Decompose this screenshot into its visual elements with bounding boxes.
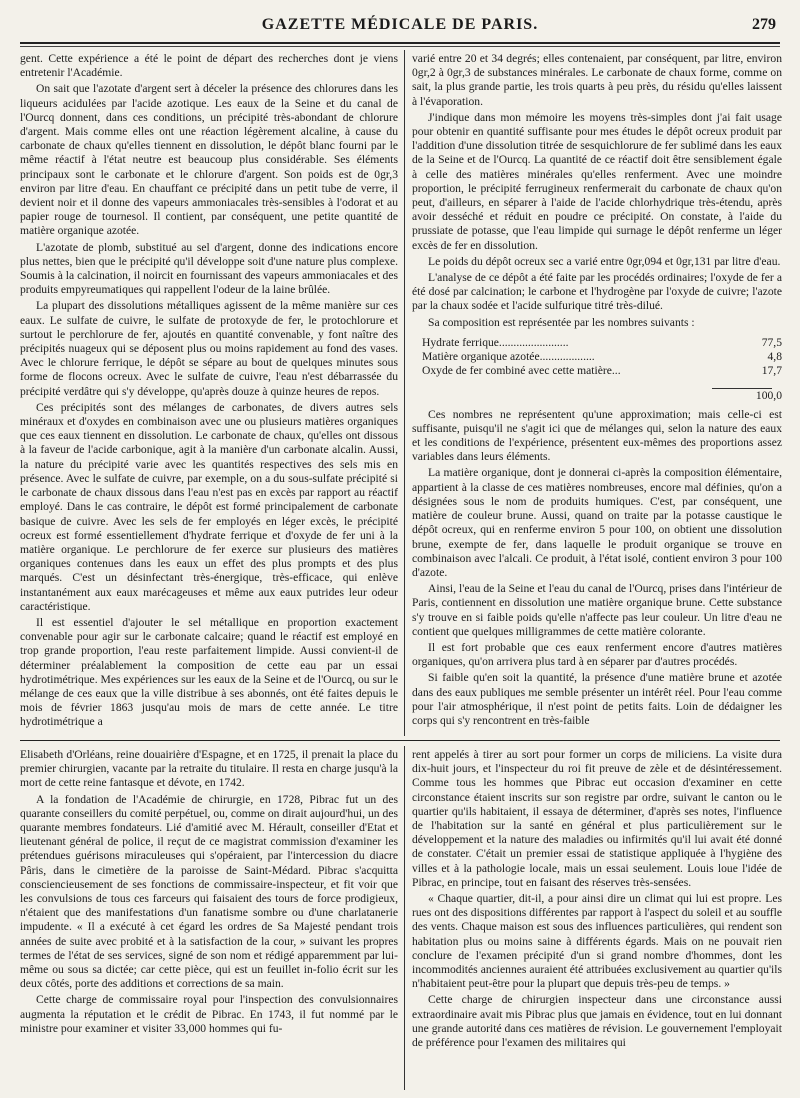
paragraph: La plupart des dissolutions métalliques agissent de la même manière sur ces eaux. Le sulfate de cuivre, le sulfate de protoxyde de fer, le protochlorure et surtout le perchlorure de fer, ajoutés en quantité convenable, y font naître des précipités nuageux qui se déposent plus ou moins rapidement au fond des vases. Avec le chlorure ferrique, le dépôt se sépare au bout de quelques minutes sous forme de flocons ocreux. Avec le sulfate de cuivre, l'eau n'est débarrassée du précipité verdâtre qui s'y développe, qu'après douze à quinze heures de repos. — [20, 299, 398, 398]
paragraph: rent appelés à tirer au sort pour former un corps de miliciens. La visite dura dix-huit jours, et l'inspecteur du roi fit preuve de zèle et de désintéressement. Comme tous les hommes que Pibrac eut occasion d'examiner en cette circonstance étaient inscrits sur son registre par ordre, suivant le canton ou le quartier qu'ils habitaient, il essaya de déterminer, d'après ses notes, l'influence de l'habitation sur la santé en général et plus particulièrement sur le développement et la nature des maladies ou infirmités qu'il lui avait été donné de constater. C'était un premier essai de statistique appliquée à l'hygiène des villes et à la pathologie locale, mais un essai seulement. Louis loue l'idée de Pibrac, en principe, tout en faisant des réserves très-sensées. — [412, 748, 782, 889]
composition-value: 77,5 — [761, 335, 782, 349]
lower-left-column — [20, 748, 398, 1088]
paragraph: On sait que l'azotate d'argent sert à déceler la présence des chlorures dans les liqueurs acidulées par l'acide azotique. Les eaux de la Seine et du canal de l'Ourcq donnent, dans ces conditions, un précipité très-abondant de chlorure d'argent. Mais comme elles ont une réaction légèrement alcaline, à cause du carbonate de chaux qu'elles tiennent en dissolution, le dépôt blanc fourni par le même réactif à l'état neutre est beaucoup plus considérable. Ses éléments principaux sont le carbonate et le chlorure d'argent. Son poids est de 0gr,3 environ par litre d'eau. En chauffant ce précipité dans un petit tube de verre, il devient noir et il donne des vapeurs ammoniacales très-sensibles à l'odorat et au papier rouge de tournesol. Il contient, par conséquent, une petite quantité de matière organique azotée. — [20, 82, 398, 238]
composition-label: Hydrate ferrique........................ — [422, 335, 569, 349]
header-rule-thin — [20, 46, 780, 47]
paragraph: Si faible qu'en soit la quantité, la présence d'une matière brune et azotée dans des eaux publiques me semble présenter un intérêt réel. Pour l'eau comme pour l'air atmosphérique, il n'est point de petits faits. Loin de dédaigner les corps qui s'y rencontrent en très-faible — [412, 671, 782, 727]
paragraph: L'azotate de plomb, substitué au sel d'argent, donne des indications encore plus nettes, bien que le précipité qu'il développe soit d'une nature plus complexe. Soumis à la calcination, il noircit en fournissant des vapeurs ammoniacales et des produits empyreumatiques qui rappellent l'odeur de la laine brûlée. — [20, 240, 398, 297]
paragraph: Cette charge de commissaire royal pour l'inspection des convulsionnaires augmenta la réputation et le crédit de Pibrac. En 1743, il fut nommé par le ministre pour examiner et visiter 33,000 hommes qui fu- — [20, 993, 398, 1035]
composition-total: 100,0 — [755, 389, 782, 403]
column-divider — [404, 746, 405, 1090]
section-divider — [20, 740, 780, 741]
paragraph: Ainsi, l'eau de la Seine et l'eau du canal de l'Ourcq, prises dans l'intérieur de Paris, contiennent en dissolution une matière organique brune. Cette substance s'y trouve en si faible poids qu'elle n'affecte pas leur couleur. Un litre d'eau ne contient que quelques milligrammes de cette matière colorante. — [412, 582, 782, 638]
paragraph: Sa composition est représentée par les nombres suivants : — [428, 315, 695, 329]
upper-right-column — [412, 52, 782, 732]
paragraph: Elisabeth d'Orléans, reine douairière d'Espagne, et en 1725, il prenait la place du premier chirurgien, vacante par la retraite du titulaire. Il resta en charge jusqu'à la mort de cette reine fantasque et dévote, en 1742. — [20, 748, 398, 790]
paragraph: La matière organique, dont je donnerai ci-après la composition élémentaire, appartient à la classe de ces matières nombreuses, encore mal définies, qu'on a désignées sous le nom de produits humiques. C'est, par conséquent, une matière de couleur brune. Aussi, quand on traite par la potasse caustique le dépôt ocreux, qui en renferme environ 5 pour 100, on obtient une dissolution brune, exempte de fer, dans laquelle le produit organique se trouve en combinaison avec l'alcali. Ce produit, à l'état isolé, contient environ 3 pour 100 d'azote. — [412, 466, 782, 579]
composition-total-row — [422, 389, 782, 403]
composition-value: 17,7 — [761, 364, 782, 378]
header-rule — [20, 42, 780, 44]
paragraph: « Chaque quartier, dit-il, a pour ainsi dire un climat qui lui est propre. Les rues ont des dispositions différentes par rapport à l'aspect du soleil et au souffle des vents. Chaque maison est sous des influences particulières, qui rendent son habitation plus ou moins saine à différents égards. Mais on ne pouvait rien conclure de l'examen précipité d'un si grand nombre d'hommes, dont les incommodités anciennes auraient été attribuées exclusivement au quartier qu'ils n'habitaient peut-être pour la plupart que depuis très-peu de temps. » — [412, 892, 782, 991]
page-number: 279 — [752, 16, 776, 33]
composition-row — [422, 350, 782, 364]
paragraph: J'indique dans mon mémoire les moyens très-simples dont j'ai fait usage pour obtenir en quantité suffisante pour mes études le dépôt ocreux produit par l'addition d'une dissolution titrée de sesquichlorure de fer sublimé dans les eaux de la Seine et de l'Ourcq. La quantité de ce réactif doit être sensiblement égale à celle des matières minérales qu'elles renferment. Avec une moindre proportion, le précipité ferrugineux renfermerait du carbonate de chaux qu'on peut, d'ailleurs, en séparer à l'aide de l'acide chlorhydrique très-étendu, après avoir desséché et réduit en poudre ce précipité. On constate, à l'aide du prussiate de potasse, que l'eau limpide qui surnage le dépôt renferme un léger excès de fer en dissolution. — [412, 110, 782, 252]
paragraph: Cette charge de chirurgien inspecteur dans une circonstance aussi extraordinaire avait mis Pibrac plus que jamais en évidence, tout en lui donnant une grande autorité dans ces matières de révision. Le gouvernement l'employait de préférence pour l'examen des militaires qui — [412, 993, 782, 1050]
composition-label: Matière organique azotée................... — [422, 350, 595, 364]
lower-right-column — [412, 748, 782, 1088]
paragraph: Le poids du dépôt ocreux sec a varié entre 0gr,094 et 0gr,131 par litre d'eau. — [428, 254, 781, 268]
page-title: GAZETTE MÉDICALE DE PARIS. — [261, 16, 539, 33]
paragraph: Ces nombres ne représentent qu'une approximation; mais celle-ci est suffisante, puisqu'il ne s'agit ici que de mélanges qui, selon la nature des eaux et les conditions de l'expérience, présentent eux-mêmes des proportions assez variables dans leurs éléments. — [412, 407, 782, 464]
upper-left-column — [20, 52, 398, 732]
paragraph: gent. Cette expérience a été le point de départ des recherches dont je viens entretenir l'Académie. — [20, 52, 398, 80]
paragraph: L'analyse de ce dépôt a été faite par les procédés ordinaires; l'oxyde de fer a été dosé par calcination; le carbone et l'hydrogène par l'oxyde de cuivre; l'azote par la chaux sodée et l'acide sulfurique titré très-dilué. — [412, 271, 782, 313]
paragraph: A la fondation de l'Académie de chirurgie, en 1728, Pibrac fut un des quarante conseillers du comité perpétuel, ou, comme on dirait aujourd'hui, un des quarante membres fondateurs. Lié d'amitié avec M. Hérault, conseiller d'Etat et lieutenant général de police, il reçut de ce magistrat commission d'examiner les prétendues guérisons miraculeuses qui s'opéraient, par l'intercession du diacre Pâris, dans le cimetière de la paroisse de Saint-Médard. Pibrac s'acquitta consciencieusement de ses fonctions de commissaire-inspecteur, et fit voir que les convulsions de tous ces farceurs qui faisaient des tours de force prodigieux, n'étaient que des manifestations d'un fanatisme sombre ou d'une charlatanerie impudente. « Il a exécuté à cet égard les ordres de Sa Majesté pendant trois années de suite avec probité et à la satisfaction de la cour, » suivant les propres termes de l'état de ses services, signé de son nom et rédigé apparemment par lui-même ou sous sa dictée; car cette pièce, qui est un feuillet in-folio écrit sur les deux côtés, porte des additions et corrections de sa main. — [20, 792, 398, 991]
paragraph: Ces précipités sont des mélanges de carbonates, de divers autres sels minéraux et d'oxydes en combinaison avec une ou plusieurs matières organiques que ces eaux tiennent en dissolution. Le carbonate de chaux, qu'elles ont dissous à la faveur de l'acide carbonique, agit à la manière d'un carbonate alcalin. Aussi, la nature du précipité varie avec les quantités respectives des sels mis en présence. Avec le sulfate de cuivre, par exemple, on a du sous-sulfate précipité si le carbonate de chaux dissous dans l'eau n'est pas en excès par rapport au réactif employé. Dans le cas contraire, le dépôt est formé principalement de carbonate basique de cuivre. Avec les sels de fer employés en léger excès, le précipité ocreux est formé essentiellement d'hydrate ferrique et d'oxyde de fer uni à la matière organique. Le perchlorure de fer exerce sur plusieurs des matières organiques contenues dans les eaux un effet des plus prompts et des plus marqués. C'est un désinfectant très-énergique, très-efficace, qui enlève instantanément aux eaux marécageuses et même aux eaux putrides leur odeur caractéristique. — [20, 400, 398, 613]
composition-row — [422, 336, 782, 350]
composition-value: 4,8 — [767, 350, 782, 364]
paragraph: varié entre 20 et 34 degrés; elles contenaient, par conséquent, par litre, environ 0gr,2 à 0gr,3 de substances minérales. Le carbonate de chaux forme, comme on sait, la plus grande partie, les trois quarts à peu près, du résidu qu'elles laissent à l'évaporation. — [412, 52, 782, 108]
paragraph: Il est fort probable que ces eaux renferment encore d'autres matières organiques, qu'on arrivera plus tard à en séparer par d'autres procédés. — [412, 640, 782, 669]
page-header — [20, 16, 780, 40]
composition-table — [412, 336, 782, 404]
composition-row — [422, 364, 782, 378]
paragraph: Il est essentiel d'ajouter le sel métallique en proportion exactement convenable pour agir sur le carbonate calcaire; quand le réactif est employé en trop grande proportion, l'eau reste parfaitement limpide. Aussi convient-il de déterminer préalablement la composition de cette eau par un essai hydrotimétrique. Mes expériences sur les eaux de la Seine et de l'Ourcq, ou sur le mélange de ces eaux que la ville distribue à ses abonnés, ont été faites depuis le mois de février 1863 jusqu'au mois de mars de cette année. Le titre hydrotimétrique a — [20, 615, 398, 729]
composition-label: Oxyde de fer combiné avec cette matière... — [422, 364, 621, 378]
column-divider — [404, 50, 405, 736]
